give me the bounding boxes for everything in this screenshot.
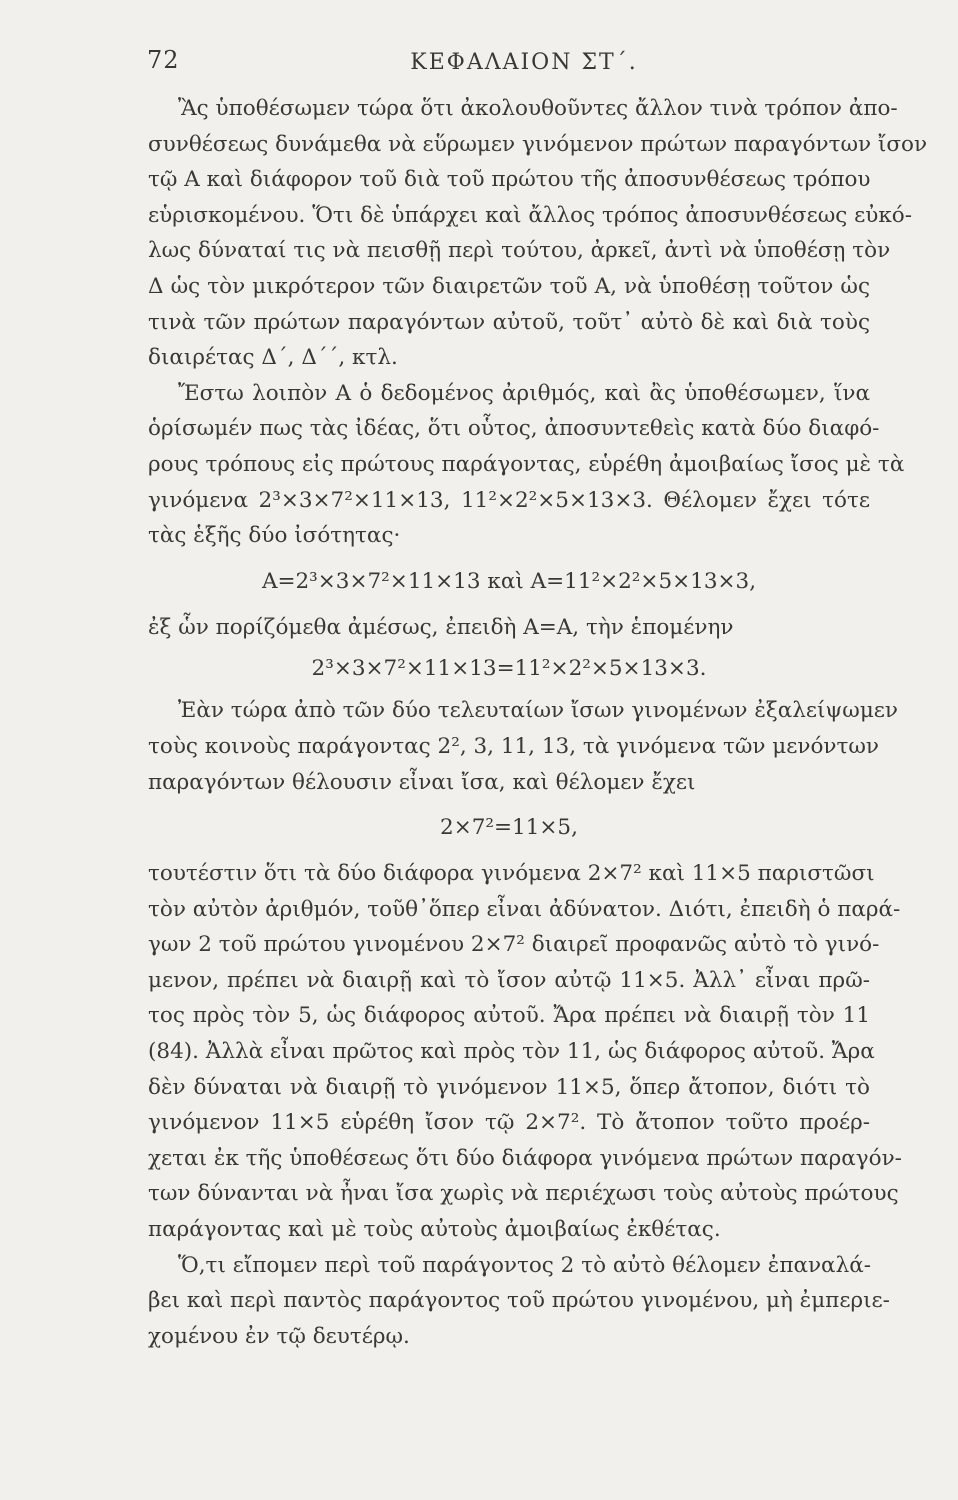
text-line: γινόμενα 2³×3×7²×11×13, 11²×2²×5×13×3. Θέλομεν ἔχει τότε	[148, 487, 870, 513]
text-line: παράγοντας καὶ μὲ τοὺς αὐτοὺς ἀμοιβαίως ἐκθέτας.	[148, 1217, 721, 1243]
body-text	[148, 91, 928, 1354]
text-line: γων 2 τοῦ πρώτου γινομένου 2×7² διαιρεῖ προφανῶς αὐτὸ τὸ γινό-	[148, 932, 880, 958]
text-line: Ἐὰν τώρα ἀπὸ τῶν δύο τελευταίων ἴσων γινομένων ἐξαλείψωμεν	[178, 698, 898, 724]
text-line: τὸν αὐτὸν ἀριθμόν, τοῦθ᾽ὅπερ εἶναι ἀδύνατον. Διότι, ἐπειδὴ ὁ παρά-	[148, 896, 901, 922]
text-line: Ὅ,τι εἴπομεν περὶ τοῦ παράγοντος 2 τὸ αὐτὸ θέλομεν ἐπαναλά-	[178, 1252, 871, 1278]
equation: 2×7²=11×5,	[440, 815, 578, 841]
text-line: συνθέσεως δυνάμεθα νὰ εὕρωμεν γινόμενον πρώτων παραγόντων ἴσον	[148, 131, 928, 157]
text-line: των δύνανται νὰ ἦναι ἴσα χωρὶς νὰ περιέχωσι τοὺς αὐτοὺς πρώτους	[148, 1181, 899, 1207]
text-line: γινόμενον 11×5 εὑρέθη ἴσον τῷ 2×7². Τὸ ἄτοπον τοῦτο προέρ-	[148, 1110, 870, 1136]
text-line: Ἔστω λοιπὸν Α ὁ δεδομένος ἀριθμός, καὶ ἂς ὑποθέσωμεν, ἵνα	[178, 380, 870, 406]
text-line: Δ ὡς τὸν μικρότερον τῶν διαιρετῶν τοῦ Α, νὰ ὑποθέσῃ τοῦτον ὡς	[148, 273, 870, 299]
text-line: δὲν δύναται νὰ διαιρῇ τὸ γινόμενον 11×5, ὅπερ ἄτοπον, διότι τὸ	[148, 1074, 870, 1100]
text-line: τῷ Α καὶ διάφορον τοῦ διὰ τοῦ πρώτου τῆς ἀποσυνθέσεως τρόπου	[148, 167, 871, 193]
text-line: ἐξ ὧν πορίζόμεθα ἀμέσως, ἐπειδὴ Α=Α, τὴν ἑπομένην	[148, 614, 734, 640]
page-number: 72	[147, 46, 180, 74]
text-line: χεται ἐκ τῆς ὑποθέσεως ὅτι δύο διάφορα γινόμενα πρώτων παραγόν-	[148, 1145, 902, 1171]
text-line: τοὺς κοινοὺς παράγοντας 2², 3, 11, 13, τὰ γινόμενα τῶν μενόντων	[148, 733, 879, 759]
text-line: μενον, πρέπει νὰ διαιρῇ καὶ τὸ ἴσον αὐτῷ 11×5. Ἀλλ᾽ εἶναι πρῶ-	[148, 967, 870, 993]
text-line: χομένου ἐν τῷ δευτέρῳ.	[148, 1323, 410, 1349]
text-line: εὑρισκομένου. Ὅτι δὲ ὑπάρχει καὶ ἄλλος τρόπος ἀποσυνθέσεως εὐκό-	[148, 202, 912, 228]
text-line: βει καὶ περὶ παντὸς παράγοντος τοῦ πρώτου γινομένου, μὴ ἐμπεριε-	[148, 1288, 890, 1314]
text-line: ρους τρόπους εἰς πρώτους παράγοντας, εὑρέθη ἀμοιβαίως ἴσος μὲ τὰ	[148, 451, 905, 477]
text-line: τὰς ἑξῆς δύο ἰσότητας·	[148, 523, 401, 549]
text-line: παραγόντων θέλουσιν εἶναι ἴσα, καὶ θέλομεν ἔχει	[148, 769, 696, 795]
text-line: τος πρὸς τὸν 5, ὡς διάφορος αὐτοῦ. Ἄρα πρέπει νὰ διαιρῇ τὸν 11	[148, 1003, 870, 1029]
text-line: (84). Ἀλλὰ εἶναι πρῶτος καὶ πρὸς τὸν 11, ὡς διάφορος αὐτοῦ. Ἄρα	[148, 1039, 875, 1065]
equation: 2³×3×7²×11×13=11²×2²×5×13×3.	[311, 656, 707, 682]
text-line: τινὰ τῶν πρώτων παραγόντων αὐτοῦ, τοῦτ᾽ αὐτὸ δὲ καὶ διὰ τοὺς	[148, 309, 870, 335]
text-line: λως δύναταί τις νὰ πεισθῇ περὶ τούτου, ἀρκεῖ, ἀντὶ νὰ ὑποθέσῃ τὸν	[148, 238, 891, 264]
text-line: Ἂς ὑποθέσωμεν τώρα ὅτι ἀκολουθοῦντες ἄλλον τινὰ τρόπον ἀπο-	[178, 96, 898, 121]
text-line: διαιρέτας Δ΄, Δ΄΄, κτλ.	[148, 345, 398, 371]
text-line: ὁρίσωμέν πως τὰς ἰδέας, ὅτι οὗτος, ἀποσυντεθεὶς κατὰ δύο διαφό-	[148, 416, 880, 442]
text-line: τουτέστιν ὅτι τὰ δύο διάφορα γινόμενα 2×7² καὶ 11×5 παριστῶσι	[148, 861, 875, 887]
chapter-heading: ΚΕΦΑΛΑΙΟΝ ΣΤ΄.	[410, 50, 638, 75]
equation: Α=2³×3×7²×11×13 καὶ Α=11²×2²×5×13×3,	[261, 568, 757, 594]
